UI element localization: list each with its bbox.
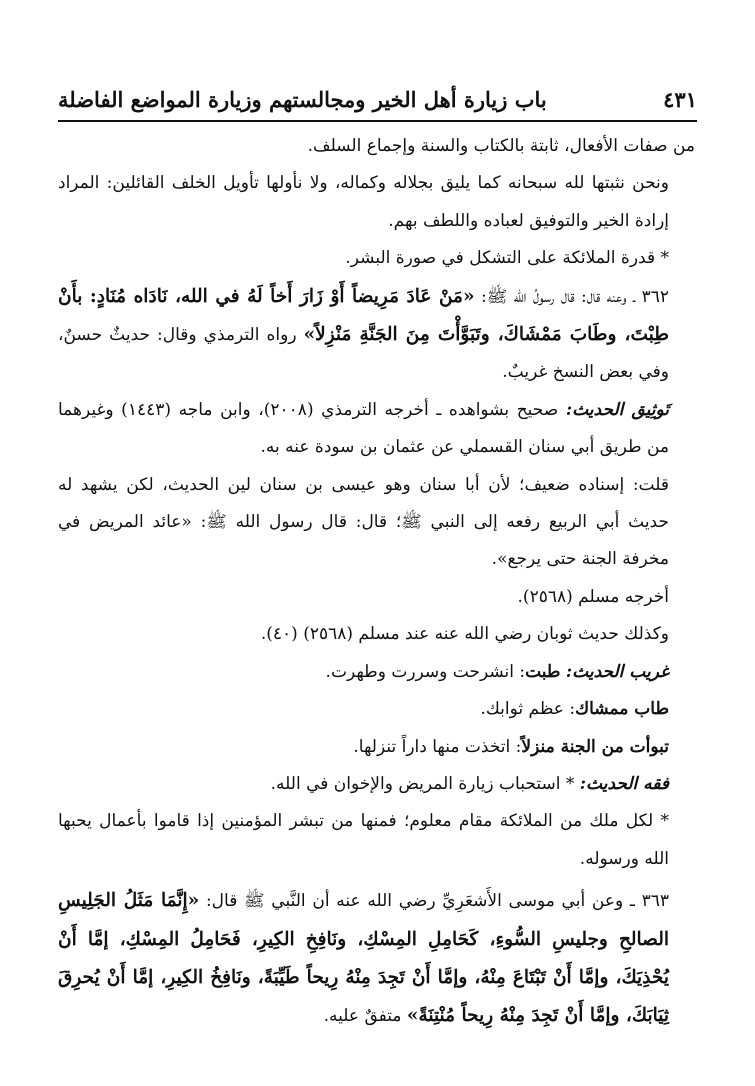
hadith-source: متفقٌ عليه. bbox=[323, 1006, 402, 1027]
hadith-text: «إِنَّمَا مَثَلُ الجَلِيسِ الصالحِ وجليسِ السُّوءِ، كَحَامِلِ المِسْكِ، ونَافِخِ الكِيرِ، فَحَامِلُ المِسْكِ، إمَّا أَنْ يُحْذِيَكَ، وإمَّا أَنْ تَبْتَاعَ مِنْهُ، وإمَّا أَنْ تَجِدَ مِنْهُ رِيحاً طَيِّبَةً، ونَافِخُ الكِيرِ، إمَّا أَنْ يُحرِقَ ثِيَابَكَ، وإمَّا أَنْ تَجِدَ مِنْهُ رِيحاً مُنْتِنَةً» bbox=[58, 890, 669, 1027]
glossary-def: : عظم ثوابك. bbox=[480, 699, 576, 720]
fiqh-label: فقه الحديث: bbox=[579, 773, 669, 794]
header-rule bbox=[58, 120, 697, 122]
qultu-note: قلت: إسناده ضعيف؛ لأن أبا سنان وهو عيسى بن سنان لين الحديث، لكن يشهد له حديث أبي الربيع رفعه إلى النبي ﷺ؛ قال: قال رسول الله ﷺ: «عائد المريض في مخرفة الجنة حتى يرجع». bbox=[58, 474, 669, 570]
glossary-item bbox=[58, 729, 695, 766]
bullet-note: * لكل ملك من الملائكة مقام معلوم؛ فمنها من تبشر المؤمنين إذا قاموا بأعمال يحبها الله ورسوله. bbox=[58, 811, 669, 869]
hadith-intro: ٣٦٢ ـ وعنه قال: قال رسولُ الله ﷺ: bbox=[481, 286, 670, 307]
paragraph: من صفات الأفعال، ثابتة بالكتاب والسنة وإجماع السلف. bbox=[307, 136, 695, 156]
hadith-363 bbox=[58, 882, 695, 1036]
paragraph: ونحن نثبتها لله سبحانه كما يليق بجلاله وكماله، ولا نأولها تأويل الخلف القائلين: المراد إرادة الخير والتوفيق لعباده واللطف بهم. bbox=[58, 173, 669, 231]
glossary-term: طاب ممشاك bbox=[575, 699, 669, 720]
gharib-term: طبت bbox=[525, 661, 561, 682]
takhrij bbox=[58, 392, 695, 467]
hadith-text: «مَنْ عَادَ مَرِيضاً أَوْ زَارَ أَخاً لَهُ في الله، نَادَاه مُنَادٍ: بأَنْ طِبْتَ، وطَابَ مَمْشَاكَ، وتَبَوَّأْتَ مِنَ الجَنَّةِ مَنْزِلاً» bbox=[58, 285, 669, 346]
fiqh-text: * استحباب زيارة المريض والإخوان في الله. bbox=[270, 773, 575, 794]
glossary-def: : اتخذت منها داراً تنزلها. bbox=[353, 736, 522, 757]
gharib-def: : انشرحت وسررت وطهرت. bbox=[325, 661, 526, 682]
takhrij-label: تَوثِيق الحديث: bbox=[565, 399, 670, 420]
gharib-label: غريب الحديث: bbox=[565, 661, 669, 682]
running-header bbox=[58, 82, 697, 116]
bullet-note: * قدرة الملائكة على التشكل في صورة البشر. bbox=[345, 248, 669, 269]
chapter-title: باب زيارة أهل الخير ومجالستهم وزيارة المواضع الفاضلة bbox=[58, 86, 547, 112]
gharib bbox=[58, 654, 695, 691]
takhrij-text: صحيح بشواهده ـ أخرجه الترمذي (٢٠٠٨)، وابن ماجه (١٤٤٣) وغيرهما من طريق أبي سنان القسملي عن عثمان بن سودة عنه به. bbox=[58, 399, 669, 458]
glossary-item bbox=[58, 691, 695, 728]
hadith-362 bbox=[58, 278, 695, 392]
fiqh bbox=[58, 766, 695, 803]
glossary-term: تبوأت من الجنة منزلاً bbox=[521, 736, 669, 757]
page-number: ٤٣١ bbox=[663, 86, 697, 112]
hadith-intro: ٣٦٣ ـ وعن أبي موسى الأَشعَرِيِّ رضي الله عنه أن النَّبي ﷺ قال: bbox=[205, 891, 669, 912]
hadith-source: رواه الترمذي وقال: حديثٌ حسنٌ، وفي بعض النسخ غريبٌ. bbox=[58, 325, 669, 383]
muslim-ref: وكذلك حديث ثوبان رضي الله عنه عند مسلم (٢٥٦٨) (٤٠). bbox=[260, 624, 669, 645]
muslim-ref: أخرجه مسلم (٢٥٦٨). bbox=[517, 586, 669, 607]
page-body bbox=[58, 128, 695, 1036]
